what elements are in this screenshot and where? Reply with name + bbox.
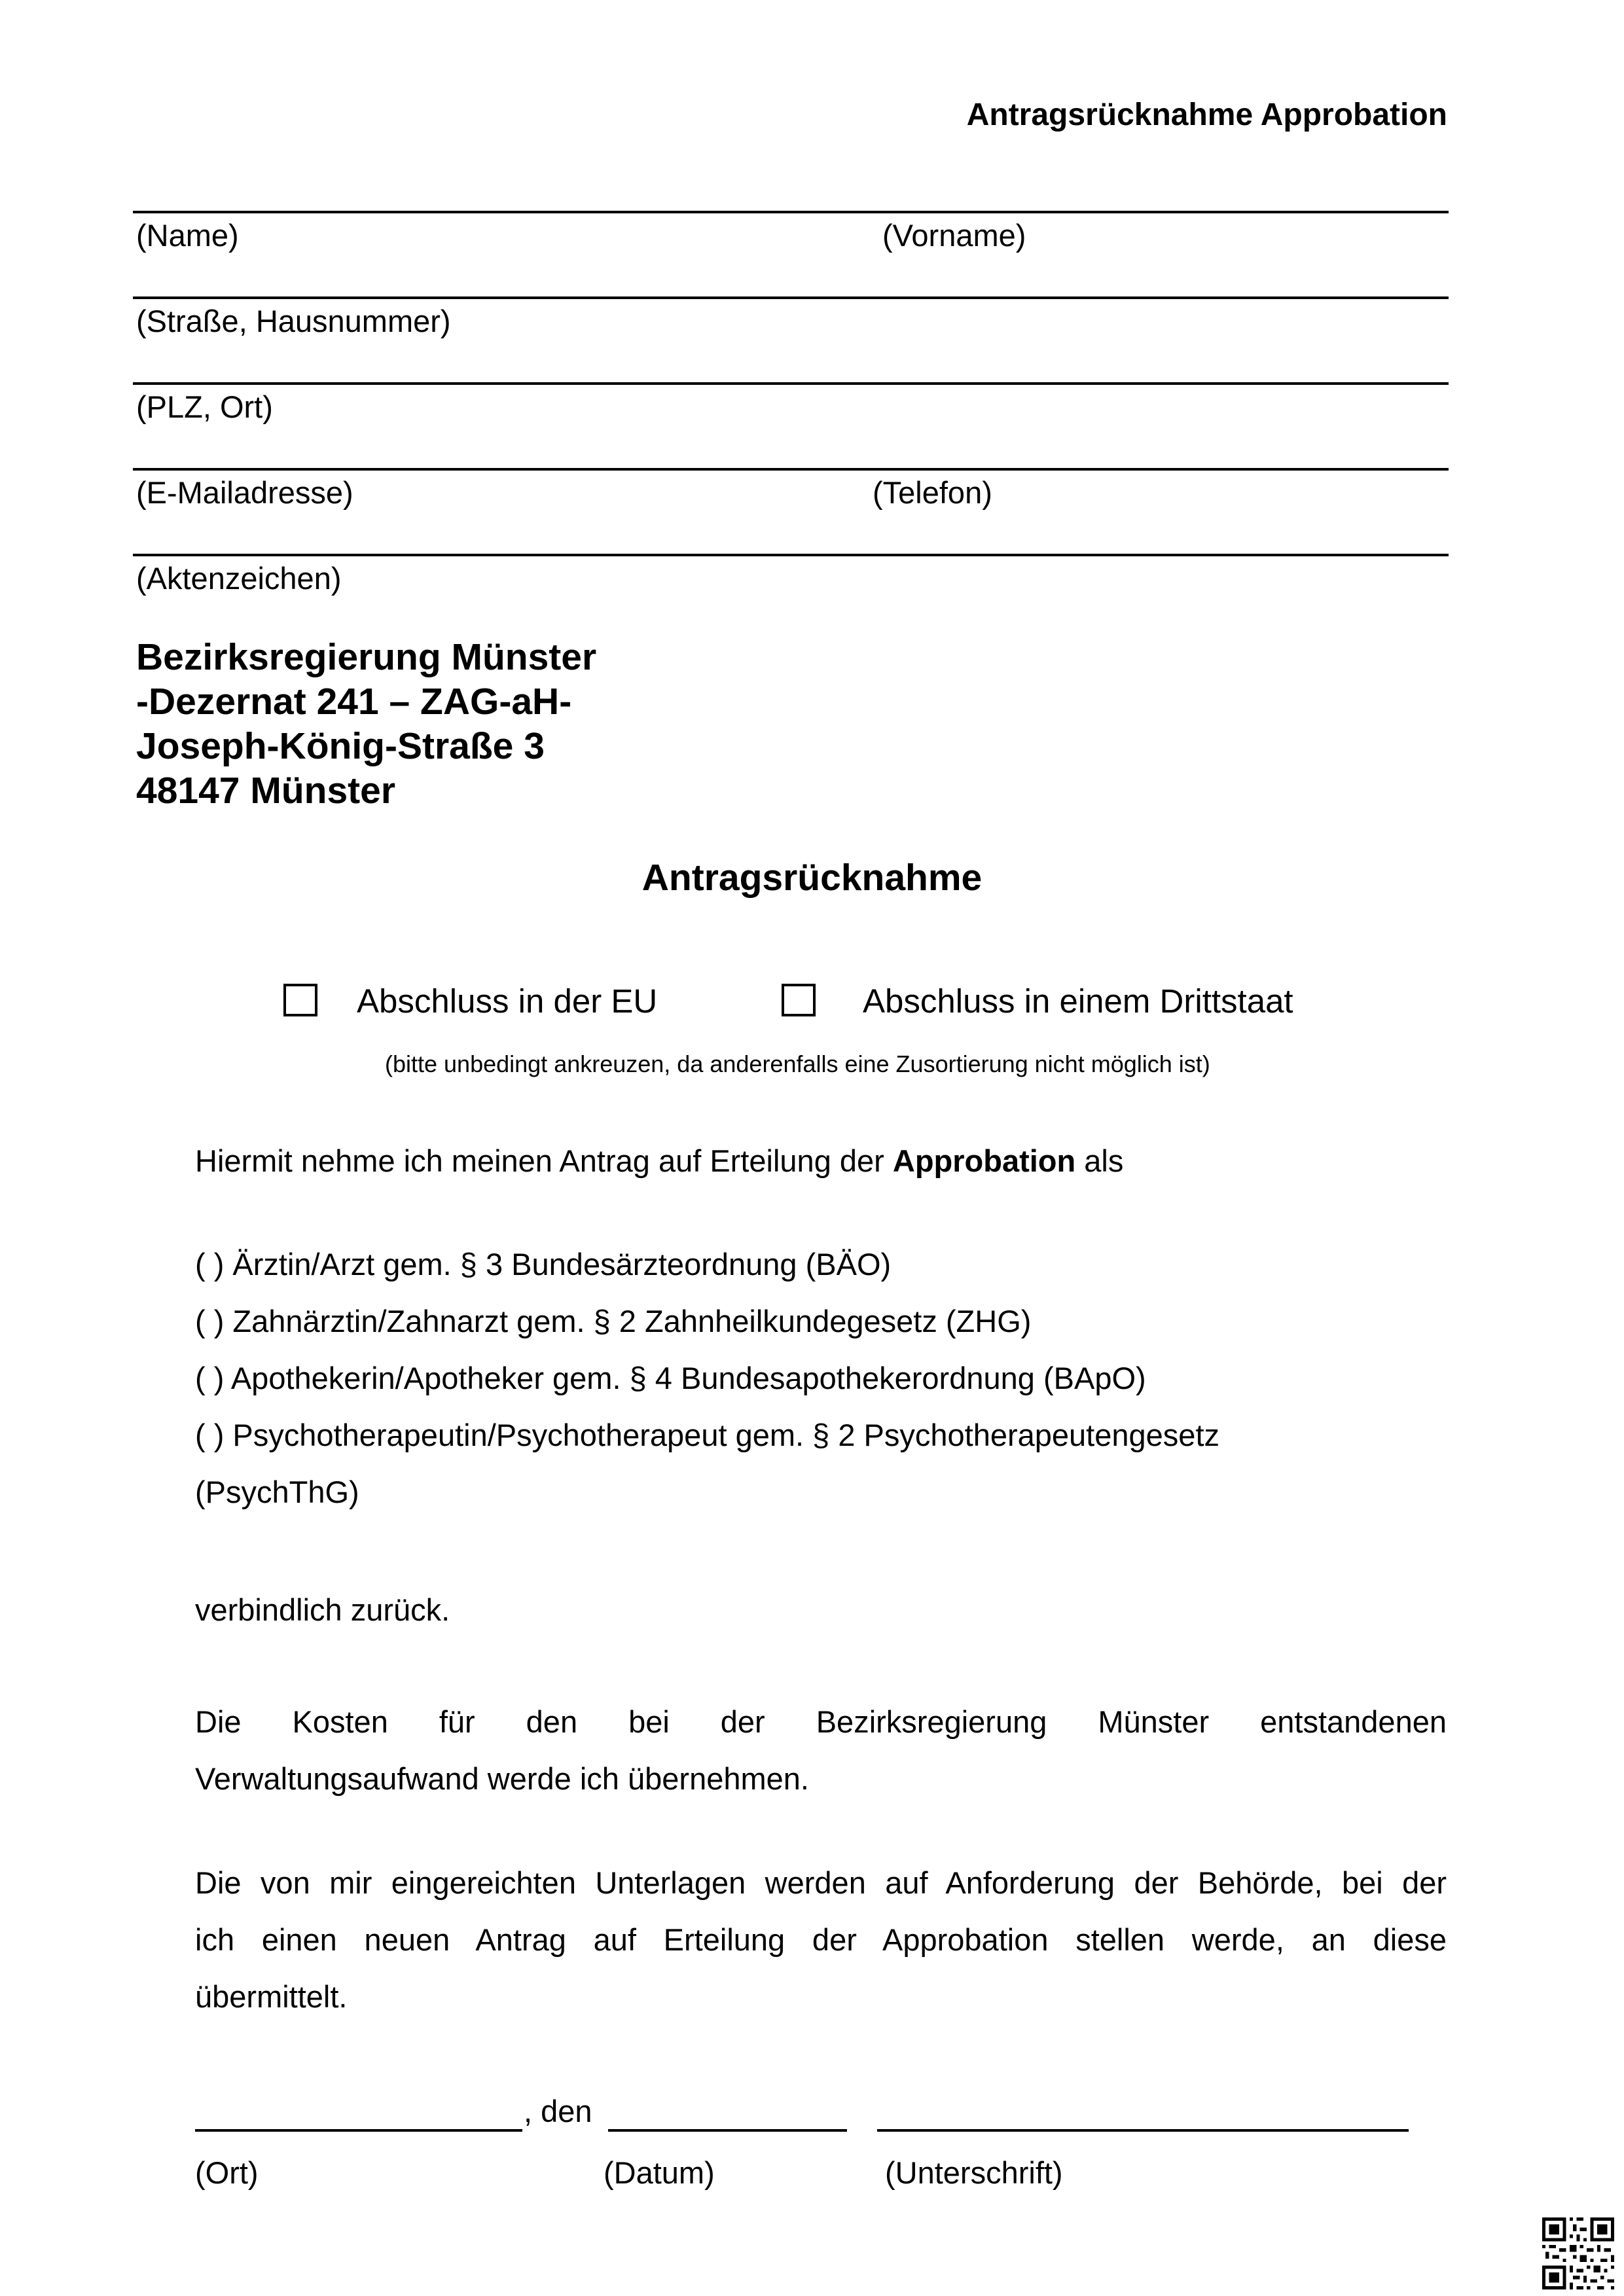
aktenzeichen-label: (Aktenzeichen) — [136, 561, 342, 596]
ort-signature-line[interactable] — [195, 2129, 522, 2132]
recipient-address — [136, 635, 596, 813]
option-psychotherapeut-continuation: (PsychThG) — [195, 1475, 359, 1509]
recipient-line-3: Joseph-König-Straße 3 — [136, 725, 545, 767]
documents-paragraph — [195, 1854, 1447, 2025]
ort-label: (Ort) — [195, 2155, 259, 2190]
recipient-line-2: -Dezernat 241 – ZAG-aH- — [136, 681, 572, 723]
street-input-line[interactable] — [133, 296, 1449, 299]
eu-checkbox[interactable] — [283, 984, 317, 1016]
intro-text-before: Hiermit nehme ich meinen Antrag auf Erteilung der — [195, 1143, 893, 1178]
profession-options — [195, 1236, 1447, 1520]
costs-line-1: Die Kosten für den bei der Bezirksregierung Münster entstandenen — [195, 1704, 1447, 1739]
name-label: (Name) — [136, 218, 239, 253]
email-label: (E-Mailadresse) — [136, 475, 353, 510]
unterschrift-label: (Unterschrift) — [885, 2155, 1063, 2190]
drittstaat-checkbox-label: Abschluss in einem Drittstaat — [863, 982, 1293, 1020]
document-header-title: Antragsrücknahme Approbation — [966, 98, 1447, 132]
telefon-label: (Telefon) — [873, 475, 992, 510]
option-arzt[interactable]: ( ) Ärztin/Arzt gem. § 3 Bundesärzteordnung (BÄO) — [195, 1247, 892, 1282]
form-title: Antragsrücknahme — [641, 857, 983, 899]
vorname-label: (Vorname) — [882, 218, 1026, 253]
datum-label: (Datum) — [604, 2155, 715, 2190]
unterschrift-signature-line[interactable] — [877, 2129, 1409, 2132]
option-apotheker[interactable]: ( ) Apothekerin/Apotheker gem. § 4 Bundesapothekerordnung (BApO) — [195, 1361, 1146, 1395]
documents-line-1: Die von mir eingereichten Unterlagen werden auf Anforderung der Behörde, bei der — [195, 1865, 1447, 1900]
recipient-line-4: 48147 Münster — [136, 770, 396, 812]
costs-line-2: Verwaltungsaufwand werde ich übernehmen. — [195, 1761, 809, 1796]
closing-sentence: verbindlich zurück. — [195, 1592, 450, 1627]
option-zahnarzt[interactable]: ( ) Zahnärztin/Zahnarzt gem. § 2 Zahnheilkundegesetz (ZHG) — [195, 1304, 1032, 1338]
plz-ort-label: (PLZ, Ort) — [136, 389, 273, 424]
costs-paragraph — [195, 1693, 1447, 1807]
recipient-line-1: Bezirksregierung Münster — [136, 636, 597, 678]
name-input-line[interactable] — [133, 211, 1449, 213]
aktenzeichen-input-line[interactable] — [133, 554, 1449, 556]
intro-sentence — [195, 1132, 1447, 1189]
intro-text-bold: Approbation — [892, 1143, 1076, 1178]
qr-code-icon — [1542, 2217, 1614, 2289]
documents-line-2: ich einen neuen Antrag auf Erteilung der Approbation stellen werde, an diese — [195, 1922, 1447, 1957]
option-psychotherapeut[interactable]: ( ) Psychotherapeutin/Psychotherapeut gem. § 2 Psychotherapeutengesetz — [195, 1418, 1219, 1452]
plz-ort-input-line[interactable] — [133, 382, 1449, 385]
documents-line-3: übermittelt. — [195, 1979, 348, 2014]
intro-text-after: als — [1075, 1143, 1124, 1178]
checkbox-hint: (bitte unbedingt ankreuzen, da anderenfalls eine Zusortierung nicht möglich ist) — [385, 1050, 1210, 1077]
drittstaat-checkbox[interactable] — [782, 984, 816, 1016]
datum-signature-line[interactable] — [608, 2129, 847, 2132]
street-label: (Straße, Hausnummer) — [136, 304, 451, 338]
den-text: , den — [524, 2094, 592, 2128]
email-phone-input-line[interactable] — [133, 468, 1449, 471]
eu-checkbox-label: Abschluss in der EU — [357, 982, 658, 1020]
